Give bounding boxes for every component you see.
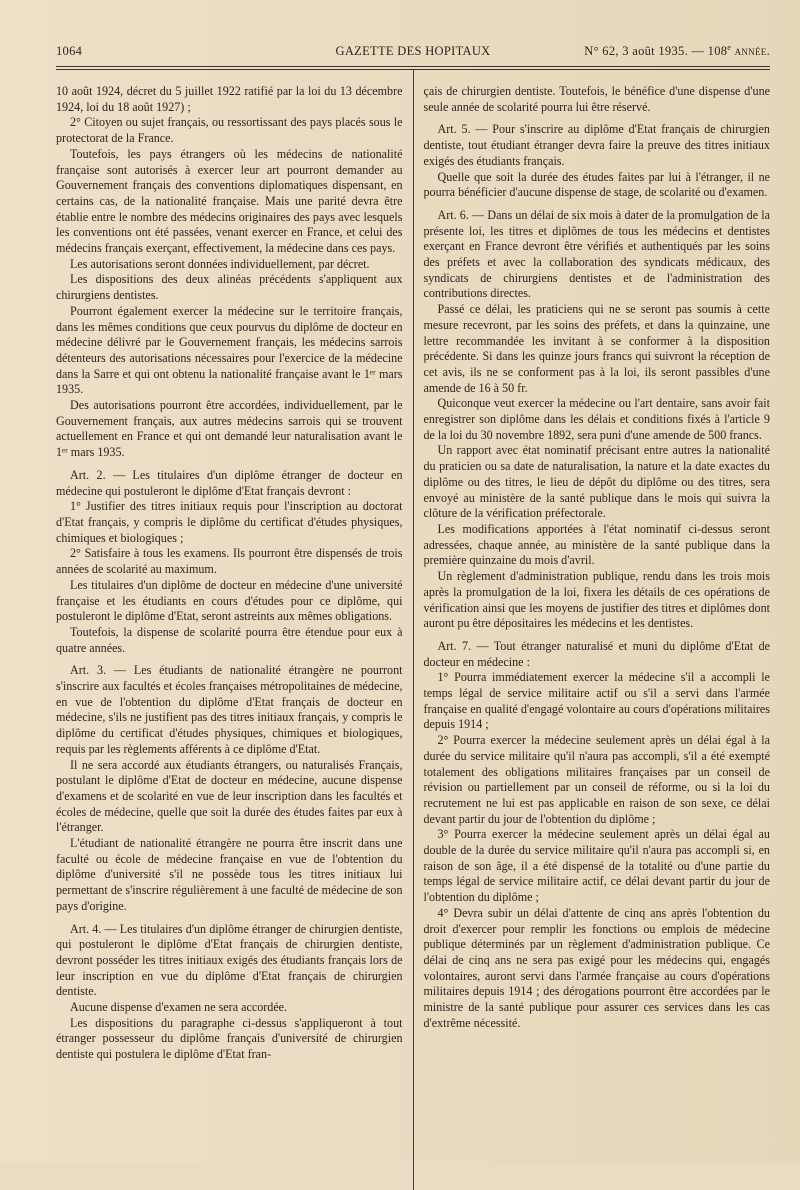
paragraph: 4° Devra subir un délai d'attente de cinq ans après l'obtention du droit d'exercer pour remplir les fonctions ou emplois de médecine publique déterminés par un règlement d'administration publique. Ce délai de cinq ans ne sera pas exigé pour les médecins qui, engagés volontaires, auront servi dans l'armée française au cours d'opérations militaires depuis 1914 ; des dérogations pourront être accordées par le ministre de la santé publique pour assurer ces services dans les cas d'extrême nécessité. — [423, 905, 770, 1030]
paragraph: Des autorisations pourront être accordées, individuellement, par le Gouvernement français, aux autres médecins sarrois qui se trouvent actuellement en France et qui ont demandé leur naturalisation avant le 1ᵉʳ mars 1935. — [56, 398, 403, 460]
issue-suffix: année. — [731, 44, 770, 58]
issue-sup: e — [727, 42, 732, 52]
paragraph: Aucune dispense d'examen ne sera accordée. — [70, 1000, 288, 1015]
paragraph: Art. 2. — Les titulaires d'un diplôme étranger de docteur en médecine qui postuleront le diplôme d'Etat français devront : — [56, 467, 403, 498]
paragraph: Les dispositions du paragraphe ci-dessus s'appliqueront à tout étranger possesseur du diplôme français d'université de chirurgien dentiste qui postulera le diplôme d'Etat fran- — [56, 1015, 403, 1062]
paragraph: 1° Pourra immédiatement exercer la médecine s'il a accompli le temps légal de service militaire actif ou s'il a servi dans l'armée française en qualité d'engagé volontaire au cours d'opérations militaires depuis 1914 ; — [423, 670, 770, 732]
paragraph: Quiconque veut exercer la médecine ou l'art dentaire, sans avoir fait enregistrer son diplôme dans les délais et conditions fixés à l'article 9 de la loi du 30 novembre 1892, sera puni d'une amende de 500 francs. — [423, 396, 770, 442]
paragraph: 3° Pourra exercer la médecine seulement après un délai égal au double de la durée du service militaire qu'il n'aura pas accompli si, en raison de son âge, il a été dispensé de la totalité ou d'une partie du temps légal de service militaire actif, ce délai devant partir du jour de l'obtention du diplôme ; — [423, 827, 770, 905]
paragraph: Les modifications apportées à l'état nominatif ci-dessus seront adressées, chaque année, au ministère de la santé publique dans la première quinzaine du mois d'avril. — [423, 521, 770, 568]
paragraph: Toutefois, la dispense de scolarité pourra être étendue pour eux à quatre années. — [56, 624, 403, 655]
paragraph: 2° Satisfaire à tous les examens. Ils pourront être dispensés de trois années de scolarité au maximum. — [56, 546, 403, 577]
header-rule — [56, 66, 770, 67]
paragraph: Les dispositions des deux alinéas précédents s'appliquent aux chirurgiens dentistes. — [56, 272, 403, 303]
paragraph: çais de chirurgien dentiste. Toutefois, le bénéfice d'une dispense d'une seule année de scolarité pourra lui être réservé. — [423, 84, 770, 114]
paragraph: Toutefois, les pays étrangers où les médecins de nationalité française sont autorisés à exercer leur art pourront demander au Gouvernement français des conventions diplomatiques dispensant, en certains cas, de la nationalité française. Mais une parité devra être établie entre le nombre des médecins originaires des pays avec lesquels les conventions ont été passées, venant exercer en France, et celui des médecins français exerçant, effectivement, la médecine dans ces pays. — [56, 146, 403, 256]
paragraph: Art. 6. — Dans un délai de six mois à dater de la promulgation de la présente loi, les titres et diplômes de tous les médecins et dentistes exerçant en France devront être vérifiés et authentiqués par les soins des préfets et avec la collaboration des syndicats médicaux, des syndicats de chirurgiens dentistes et de l'administration des contributions directes. — [423, 207, 770, 301]
journal-title: GAZETTE DES HOPITAUX — [335, 44, 491, 58]
paragraph: 2° Pourra exercer la médecine seulement après un délai égal à la durée du service militaire qu'il n'aura pas accompli, s'il a été exempté totalement des obligations militaires françaises par un conseil de révision ou partiellement par un conseil de réforme, ou si la loi du recrutement ne lui est pas applicable en raison de son sexe, ce délai devant partir du jour de l'obtention du diplôme ; — [423, 733, 770, 826]
paragraph: 2° Citoyen ou sujet français, ou ressortissant des pays placés sous le protectorat de la France. — [56, 115, 403, 146]
paragraph: 10 août 1924, décret du 5 juillet 1922 ratifié par la loi du 13 décembre 1924, loi du 18 août 1927) ; — [56, 84, 403, 114]
paragraph: Les titulaires d'un diplôme de docteur en médecine d'une université française et les étudiants en cours d'études pour ce diplôme, qui postuleront le diplôme d'Etat, seront astreints aux mêmes obligations. — [56, 577, 403, 624]
column-divider — [413, 70, 414, 1190]
paragraph: L'étudiant de nationalité étrangère ne pourra être inscrit dans une faculté ou école de médecine française en vue de l'obtention du diplôme d'université s'il ne possède tous les titres initiaux lui permettant de s'inscrire régulièrement à une faculté de médecine de son pays d'origine. — [56, 836, 403, 913]
paragraph: Art. 5. — Pour s'inscrire au diplôme d'Etat français de chirurgien dentiste, tout étudiant étranger devra faire la preuve des titres initiaux exigés des étudiants français. — [423, 122, 770, 168]
paragraph: Un règlement d'administration publique, rendu dans les trois mois après la promulgation de la loi, fixera les détails de ces opérations de vérification ainsi que les moyens de justifier des titres et diplômes dont auront pu être dépositaires les médecins et les dentistes. — [423, 569, 770, 631]
journal-title-wrap — [56, 44, 770, 62]
paragraph: Il ne sera accordé aux étudiants étrangers, ou naturalisés Français, postulant le diplôme d'Etat de docteur en médecine, aucune dispense d'examens et de scolarité en vue de leur inscription dans les facultés et écoles de médecine, quelle que soit la durée des études faites par eux à l'étranger. — [56, 757, 403, 835]
issue-text: N° 62, 3 août 1935. — 108 — [584, 44, 728, 58]
paragraph: Passé ce délai, les praticiens qui ne se seront pas soumis à cette mesure recevront, par les soins des préfets, et dans la quinzaine, une lettre recommandée les invitant à se conformer à la disposition précédente. Si dans les quinze jours francs qui suivront la réception de cet avis, ils ne se conforment pas à la loi, ils seront passibles d'une amende de 16 à 50 fr. — [423, 302, 770, 395]
right-column — [423, 84, 770, 1190]
paragraph: Pourront également exercer la médecine sur le territoire français, dans les mêmes conditions que ceux pourvus du diplôme de docteur en médecine délivré par le Gouvernement français, les médecins sarrois détenteurs des autorisations nécessaires pour l'exercice de la médecine dans la Sarre et qui ont obtenu la nationalité française avant le 1ᵉʳ mars 1935. — [56, 303, 403, 397]
paragraph: Les autorisations seront données individuellement, par décret. — [70, 256, 370, 271]
left-column — [56, 84, 403, 1190]
paragraph: Art. 4. — Les titulaires d'un diplôme étranger de chirurgien dentiste, qui postuleront le diplôme d'Etat français de chirurgien dentiste, devront posséder les titres initiaux exigés des étudiants français lors de leur inscription en vue du diplôme d'Etat français de chirurgien dentiste. — [56, 921, 403, 999]
article-columns — [56, 84, 770, 1190]
paragraph: Art. 7. — Tout étranger naturalisé et muni du diplôme d'Etat de docteur en médecine : — [423, 638, 770, 669]
paragraph: 1° Justifier des titres initiaux requis pour l'inscription au doctorat d'Etat français, y compris le diplôme du certificat d'études physiques, chimiques et biologiques ; — [56, 499, 403, 545]
paragraph: Art. 3. — Les étudiants de nationalité étrangère ne pourront s'inscrire aux facultés et écoles françaises métropolitaines de médecine, en vue de l'obtention du diplôme d'Etat français de docteur en médecine, s'ils ne justifient pas des titres initiaux français, y compris le diplôme du certificat d'études physiques, chimiques et biologiques, requis par les règlements afférents à ce diplôme d'Etat. — [56, 663, 403, 756]
page-number: 1064 — [56, 44, 83, 58]
paragraph: Quelle que soit la durée des études faites par lui à l'étranger, il ne pourra bénéficier d'aucune dispense de stage, de scolarité ou d'examen. — [423, 169, 770, 200]
paragraph: Un rapport avec état nominatif précisant entre autres la nationalité du praticien ou sa date de naturalisation, la nature et la date exactes du diplôme ou des titres, le lieu de dépôt du diplôme ou des titres, sera envoyé au ministère de la santé publique dans le mois qui suivra la clôture de la vérification préfectorale. — [423, 443, 770, 521]
